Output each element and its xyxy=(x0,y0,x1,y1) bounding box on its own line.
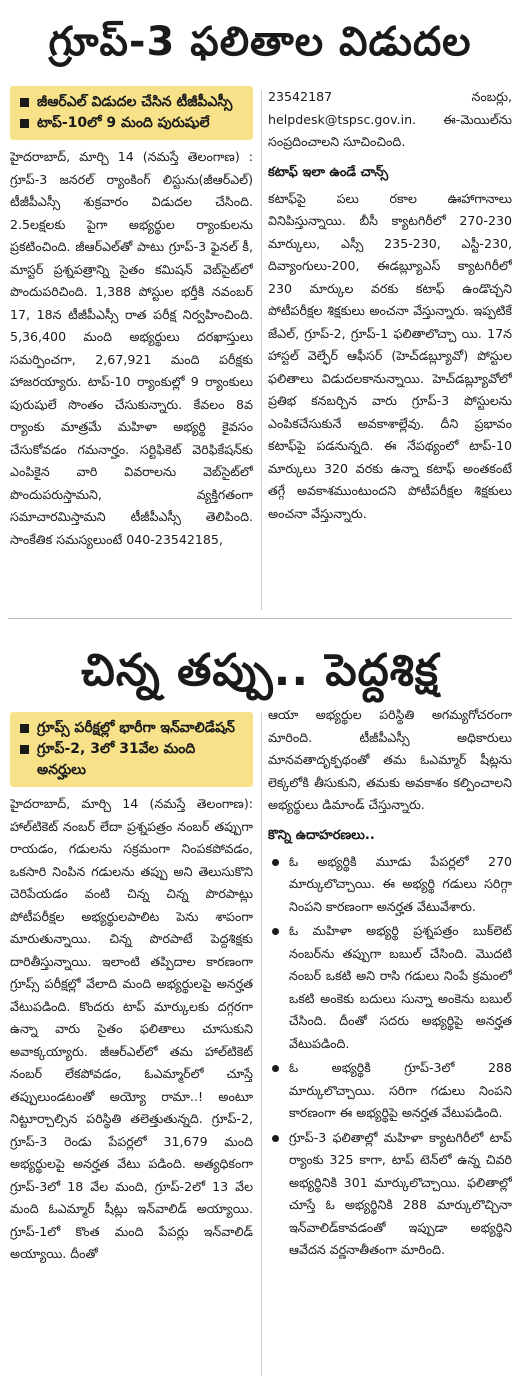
list-item xyxy=(268,920,512,1055)
list-item xyxy=(268,1127,512,1262)
bullet-square-icon xyxy=(20,724,29,733)
highlight-item xyxy=(18,739,245,781)
bullet-square-icon xyxy=(20,745,29,754)
highlight-text: గ్రూప్‌-2, 3లో 31వేల మంది అనర్హులు xyxy=(37,741,196,778)
article2-subhead: కొన్ని ఉదాహరణలు.. xyxy=(268,827,375,843)
article1-body-right-top: 23542187 నంబర్లు, helpdesk@tspsc.gov.in. ఈ-మెయిల్‌ను సంప్రదించాలని సూచించింది. xyxy=(268,89,512,149)
highlight-text: టాప్‌-10లో 9 మంది పురుషులే xyxy=(37,115,210,131)
examples-list xyxy=(268,851,512,1262)
list-item xyxy=(268,851,512,919)
highlight-text: గ్రూప్స్‌ పరీక్షల్లో భారీగా ఇన్‌వాలిడేషన్‌ xyxy=(37,720,235,736)
list-item-text: ఓ అభ్యర్థికి గ్రూప్‌-3లో 288 మార్కులొచ్చాయి. సరిగా గడులు నింపని కారణంగా ఈ అభ్యర్థిపై అనర్హత వేటుపడింది. xyxy=(289,1060,512,1120)
highlight-item xyxy=(18,113,245,134)
bullet-dot-icon xyxy=(272,928,279,935)
highlight-item xyxy=(18,92,245,113)
list-item-text: ఓ మహిళా అభ్యర్థి ప్రశ్నపత్రం బుక్‌లెట్‌ నంబర్‌ను తప్పుగా బబుల్‌ చేసింది. మొదటి నంబర్‌ ఒకటి అని రాసి గడులు నింపే క్రమంలో ఒకటి అంకెకు బదులు సున్నా అంకెను బబుల్‌ చేసింది. దీంతో సదరు అభ్యర్థిపై అనర్హత వేటుపడింది. xyxy=(289,923,512,1051)
bullet-dot-icon xyxy=(272,859,279,866)
article2-headline: చిన్న తప్పు.. పెద్దశిక్ష xyxy=(81,645,439,696)
article2-right-column xyxy=(268,704,512,1376)
article-separator xyxy=(8,618,512,619)
bullet-dot-icon xyxy=(272,1135,279,1142)
article2-body-left: హైదరాబాద్‌, మార్చి 14 (నమస్తే తెలంగాణ): హాల్‌టికెట్‌ నంబర్‌ లేదా ప్రశ్నపత్రం నంబర్‌ తప్పుగా రాయడం, గడులను సక్రమంగా నింపకపోవడం, ఒకసారి నింపిన గడులను తప్పు అని తెలుసుకొని చెరిపేయడం వంటి చిన్న చిన్న పొరపాట్లు పోటీపరీక్షల అభ్యర్థులపాలిట పెను శాపంగా మారుతున్నాయి. చిన్న పొరపాటే పెద్దశిక్షకు దారితీస్తున్నాయి. ఇలాంటి తప్పిదాల కారణంగా గ్రూప్స్‌ పరీక్షల్లో వేలాది మంది అభ్యర్థులపై అనర్హత వేటుపడింది. కొందరు టాప్‌ మార్కులకు దగ్గరగా ఉన్నా వారు సైతం ఫలితాలు చూసుకుని అవాక్కయ్యారు. జీఆర్‌ఎల్‌లో తమ హాల్‌టికెట్‌ నంబర్‌ లేకపోవడం, ఓఎమ్మార్‌లో చూస్తే తప్పులుండటంతో అయ్యో రామా..! అంటూ నిట్టూర్చాల్సిన పరిస్థితి తలెత్తుతున్నది. గ్రూప్‌-2, గ్రూప్‌-3 రెండు పేపర్లలో 31,679 మంది అభ్యర్థులపై అనర్హత వేటు పడింది. అత్యధికంగా గ్రూప్‌-3లో 18 వేల మంది, గ్రూప్‌-2లో 13 వేల మంది ఓఎమ్మార్‌ షీట్లు ఇన్‌వాలిడ్‌ అయ్యాయి. గ్రూప్‌-1లో కొంత మంది పేపర్లు ఇన్‌వాలిడ్‌ అయ్యాయి. దీంతో xyxy=(10,796,253,1261)
column-divider xyxy=(261,90,262,610)
article1-body-left: హైదరాబాద్‌, మార్చి 14 (నమస్తే తెలంగాణ) : గ్రూప్‌-3 జనరల్‌ ర్యాంకింగ్‌ లిస్టును(జీఆర్‌ఎల్‌) టీజీపీఎస్సీ శుక్రవారం విడుదల చేసింది. 2.5లక్షలకు పైగా అభ్యర్థుల ర్యాంకులను ప్రకటించింది. జీఆర్‌ఎల్‌తో పాటు గ్రూప్‌-3 ఫైనల్‌ కీ, మాస్టర్‌ ప్రశ్నపత్రాన్ని సైతం కమిషన్‌ వెబ్‌సైట్‌లో పొందుపరిచింది. 1,388 పోస్టుల భర్తీకి నవంబర్‌ 17, 18న టీజీపీఎస్సీ రాత పరీక్ష నిర్వహించింది. 5,36,400 మంది అభ్యర్థులు దరఖాస్తులు సమర్పించగా, 2,67,921 మంది పరీక్షకు హాజరయ్యారు. టాప్‌-10 ర్యాంకుల్లో 9 ర్యాంకులు పురుషులే సొంతం చేసుకున్నారు. కేవలం 8వ ర్యాంకు మాత్రమే మహిళా అభ్యర్థి కైవసం చేసుకోవడం గమనార్హం. సర్టిఫికెట్‌ వెరిఫికేషన్‌కు ఎంపికైన వారి వివరాలను వెబ్‌సైట్‌లో పొందుపరుస్తామని, వ్యక్తిగతంగా సమాచారమిస్తామని టీజీపీఎస్సీ తెలిపింది. సాంకేతిక సమస్యలుంటే 040-23542185, xyxy=(10,149,253,547)
article1-subhead: కటాఫ్‌ ఇలా ఉండే చాన్స్‌ xyxy=(268,164,389,180)
highlight-text: జీఆర్‌ఎల్‌ విడుదల చేసిన టీజీపీఎస్సీ xyxy=(37,94,233,110)
list-item-text: గ్రూప్‌-3 ఫలితాల్లో మహిళా క్యాటగిరీలో టాప్‌ ర్యాంకు 325 కాగా, టాప్‌ టెన్‌లో ఉన్న చివరి అభ్యర్థినికి 301 మార్కులొచ్చాయి. ఫలితాల్లో చూస్తే ఓ అభ్యర్థినికి 288 మార్కులొచ్చినా ఇన్‌వాలిడ్‌కావడంతో ఇప్పుడా అభ్యర్థిని ఆవేదన వర్ణనాతీతంగా మారింది. xyxy=(289,1129,512,1257)
article1-headline: గ్రూప్‌-3 ఫలితాల విడుదల xyxy=(48,19,472,65)
list-item-text: ఓ అభ్యర్థికి మూడు పేపర్లలో 270 మార్కులొచ్చాయి. ఈ అభ్యర్థి గడులు సరిగ్గా నింపని కారణంగా అనర్హత వేటువేశారు. xyxy=(289,853,512,914)
article1-right-column xyxy=(268,86,512,608)
article1-highlight-box xyxy=(10,86,253,140)
column-divider xyxy=(261,712,262,1376)
bullet-square-icon xyxy=(20,98,29,107)
article1-left-column xyxy=(10,86,253,608)
article2-body-right-top: ఆయా అభ్యర్థుల పరిస్థితి అగమ్యగోచరంగా మారింది. టీజీపీఎస్సీ అధికారులు మానవతాదృక్పథంతో తమ ఓఎమ్మార్‌ షీట్లను లెక్కలోకి తీసుకుని, తమకు అవకాశం కల్పించాలని అభ్యర్థులు డిమాండ్‌ చేస్తున్నారు. xyxy=(268,707,512,812)
bullet-dot-icon xyxy=(272,1065,279,1072)
article2-highlight-box xyxy=(10,712,253,787)
article2-left-column xyxy=(10,712,253,1376)
list-item xyxy=(268,1057,512,1125)
bullet-square-icon xyxy=(20,119,29,128)
article1-body-right: కటాఫ్‌పై పలు రకాల ఊహాగానాలు వినిపిస్తున్నాయి. బీసీ క్యాటగిరీలో 270-230 మార్కులు, ఎస్సీ 235-230, ఎస్టీ-230, దివ్యాంగులు-200, ఈడబ్ల్యూఎస్‌ క్యాటగిరీలో 230 మార్కుల వరకు కటాఫ్‌ ఉండొచ్చని పోటీపరీక్షల శిక్షకులు అంచనా వేస్తున్నారు. ఇప్పటికే జేఎల్‌, గ్రూప్‌-2, గ్రూప్‌-1 ఫలితాలొచ్చా యి. 17న హాస్టల్‌ వెల్ఫేర్‌ ఆఫీసర్‌ (హెచ్‌డబ్ల్యూవో) పోస్టుల ఫలితాలు విడుదలకానున్నాయి. హెచ్‌డబ్ల్యూవోలో ప్రతిభ కనబర్చిన వారు గ్రూప్‌-3 పోస్టులను ఎంపికచేసుకునే అవకాశాల్లేవు. దీని ప్రభావం కటాఫ్‌పై పడనున్నది. ఈ నేపథ్యంలో టాప్‌-10 మార్కులు 320 వరకు ఉన్నా కటాఫ్‌ అంతకంటే తగ్గే అవకాశముంటుందని పోటీపరీక్షల శిక్షకులు అంచనా వేస్తున్నారు. xyxy=(268,190,512,521)
highlight-item xyxy=(18,718,245,739)
